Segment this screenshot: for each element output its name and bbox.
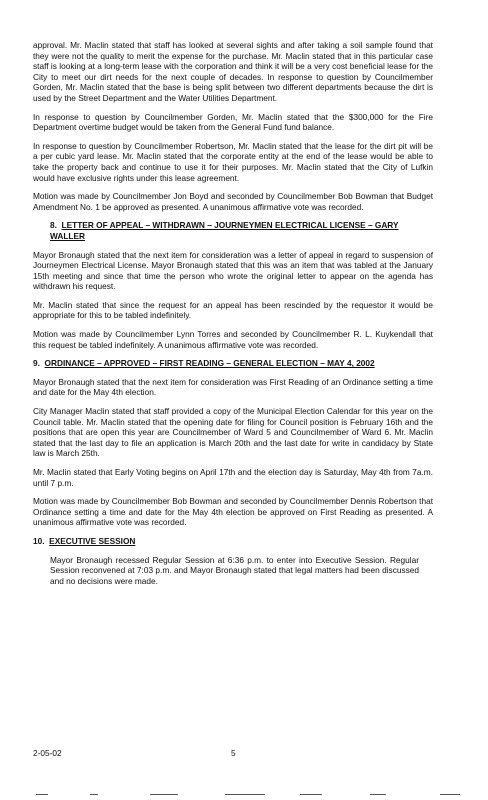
paragraph-appeal-intro: Mayor Bronaugh stated that the next item for consideration was a letter of appeal in regard to suspension of Journeymen Electrical License. Mayor Bronaugh stated that this was an item that was tabled at the January 15th meeting and since that time the person who wrote the original letter to appear on the agenda has withdrawn his request. <box>33 249 433 292</box>
paragraph-motion-ordinance: Motion was made by Councilmember Bob Bowman and seconded by Councilmember Dennis Robertson that Ordinance setting a time and date for the May 4th election be approved on First Reading as presented. A unanimous affirmative vote was recorded. <box>33 496 433 528</box>
heading-item-10 <box>33 536 433 547</box>
scan-artifact-lines <box>0 792 488 798</box>
paragraph-executive-session: Mayor Bronaugh recessed Regular Session at 6:36 p.m. to enter into Executive Session. Regular Session reconvened at 7:03 p.m. and Mayor Bronaugh stated that legal matters had been discussed and no decisions were made. <box>50 554 419 586</box>
paragraph-overtime-budget: In response to question by Councilmember Gorden, Mr. Maclin stated that the $300,000 for the Fire Department overtime budget would be taken from the General Fund fund balance. <box>33 111 433 133</box>
paragraph-motion-budget: Motion was made by Councilmember Jon Boyd and seconded by Councilmember Bob Bowman that Budget Amendment No. 1 be approved as presented. A unanimous affirmative vote was recorded. <box>33 191 433 212</box>
footer-date: 2-05-02 <box>33 748 62 758</box>
paragraph-ordinance-intro: Mayor Bronaugh stated that the next item for consideration was First Reading of an Ordinance setting a time and date for the May 4th election. <box>33 376 433 398</box>
paragraph-early-voting: Mr. Maclin stated that Early Voting begins on April 17th and the election day is Saturday, May 4th from 7a.m. until 7 p.m. <box>33 467 433 488</box>
document-page <box>33 40 433 594</box>
paragraph-appeal-rescinded: Mr. Maclin stated that since the request for an appeal has been rescinded by the requestor it would be appropriate for this to be tabled indefinitely. <box>33 299 433 321</box>
paragraph-lease-terms: In response to question by Councilmember Robertson, Mr. Maclin stated that the lease for the dirt pit will be a per cubic yard lease. Mr. Maclin stated that the corporate entity at the end of the lease would be able to take the property back and continue to use it for their purposes. Mr. Maclin stated that the City of Lufkin would have exclusive rights under this lease agreement. <box>33 140 433 183</box>
paragraph-election-calendar: City Manager Maclin stated that staff provided a copy of the Municipal Election Calendar for this year on the Council table. Mr. Maclin stated that the opening date for filing for Council position is February 16th and the positions that are open this year are Councilmember of Ward 5 and Councilmember of Ward 6. Mr. Maclin stated that the last day to file an application is March 20th and the last date for write in candidacy by State law is March 25th. <box>33 406 433 459</box>
footer-page-number: 5 <box>231 748 236 758</box>
heading-text: ORDINANCE – APPROVED – FIRST READING – GENERAL ELECTION – MAY 4, 2002 <box>44 358 375 369</box>
heading-number: 9. <box>33 358 40 369</box>
paragraph-dirt-lease: approval. Mr. Maclin stated that staff has looked at several sights and after taking a soil sample found that they were not the quality to merit the expense for the purchase. Mr. Maclin stated that in this particular case staff is looking at a long-term lease with the corporation and think it will be a very cost beneficial lease for the City to meet our dirt needs for the next couple of decades. In response to question by Councilmember Gorden, Mr. Maclin stated that the base is being split between two different departments because the dirt is used by the Street Department and the Water Utilities Department. <box>33 40 433 103</box>
heading-number: 8. <box>50 220 57 231</box>
heading-item-8 <box>33 220 433 241</box>
paragraph-motion-tabled: Motion was made by Councilmember Lynn Torres and seconded by Councilmember R. L. Kuykendall that this request be tabled indefinitely. A unanimous affirmative vote was recorded. <box>33 329 433 350</box>
heading-item-9 <box>33 358 433 369</box>
heading-text: EXECUTIVE SESSION <box>49 535 136 546</box>
heading-number: 10. <box>33 535 45 546</box>
heading-text: LETTER OF APPEAL – WITHDRAWN – JOURNEYMEN ELECTRICAL LICENSE – GARY WALLER <box>50 220 399 241</box>
